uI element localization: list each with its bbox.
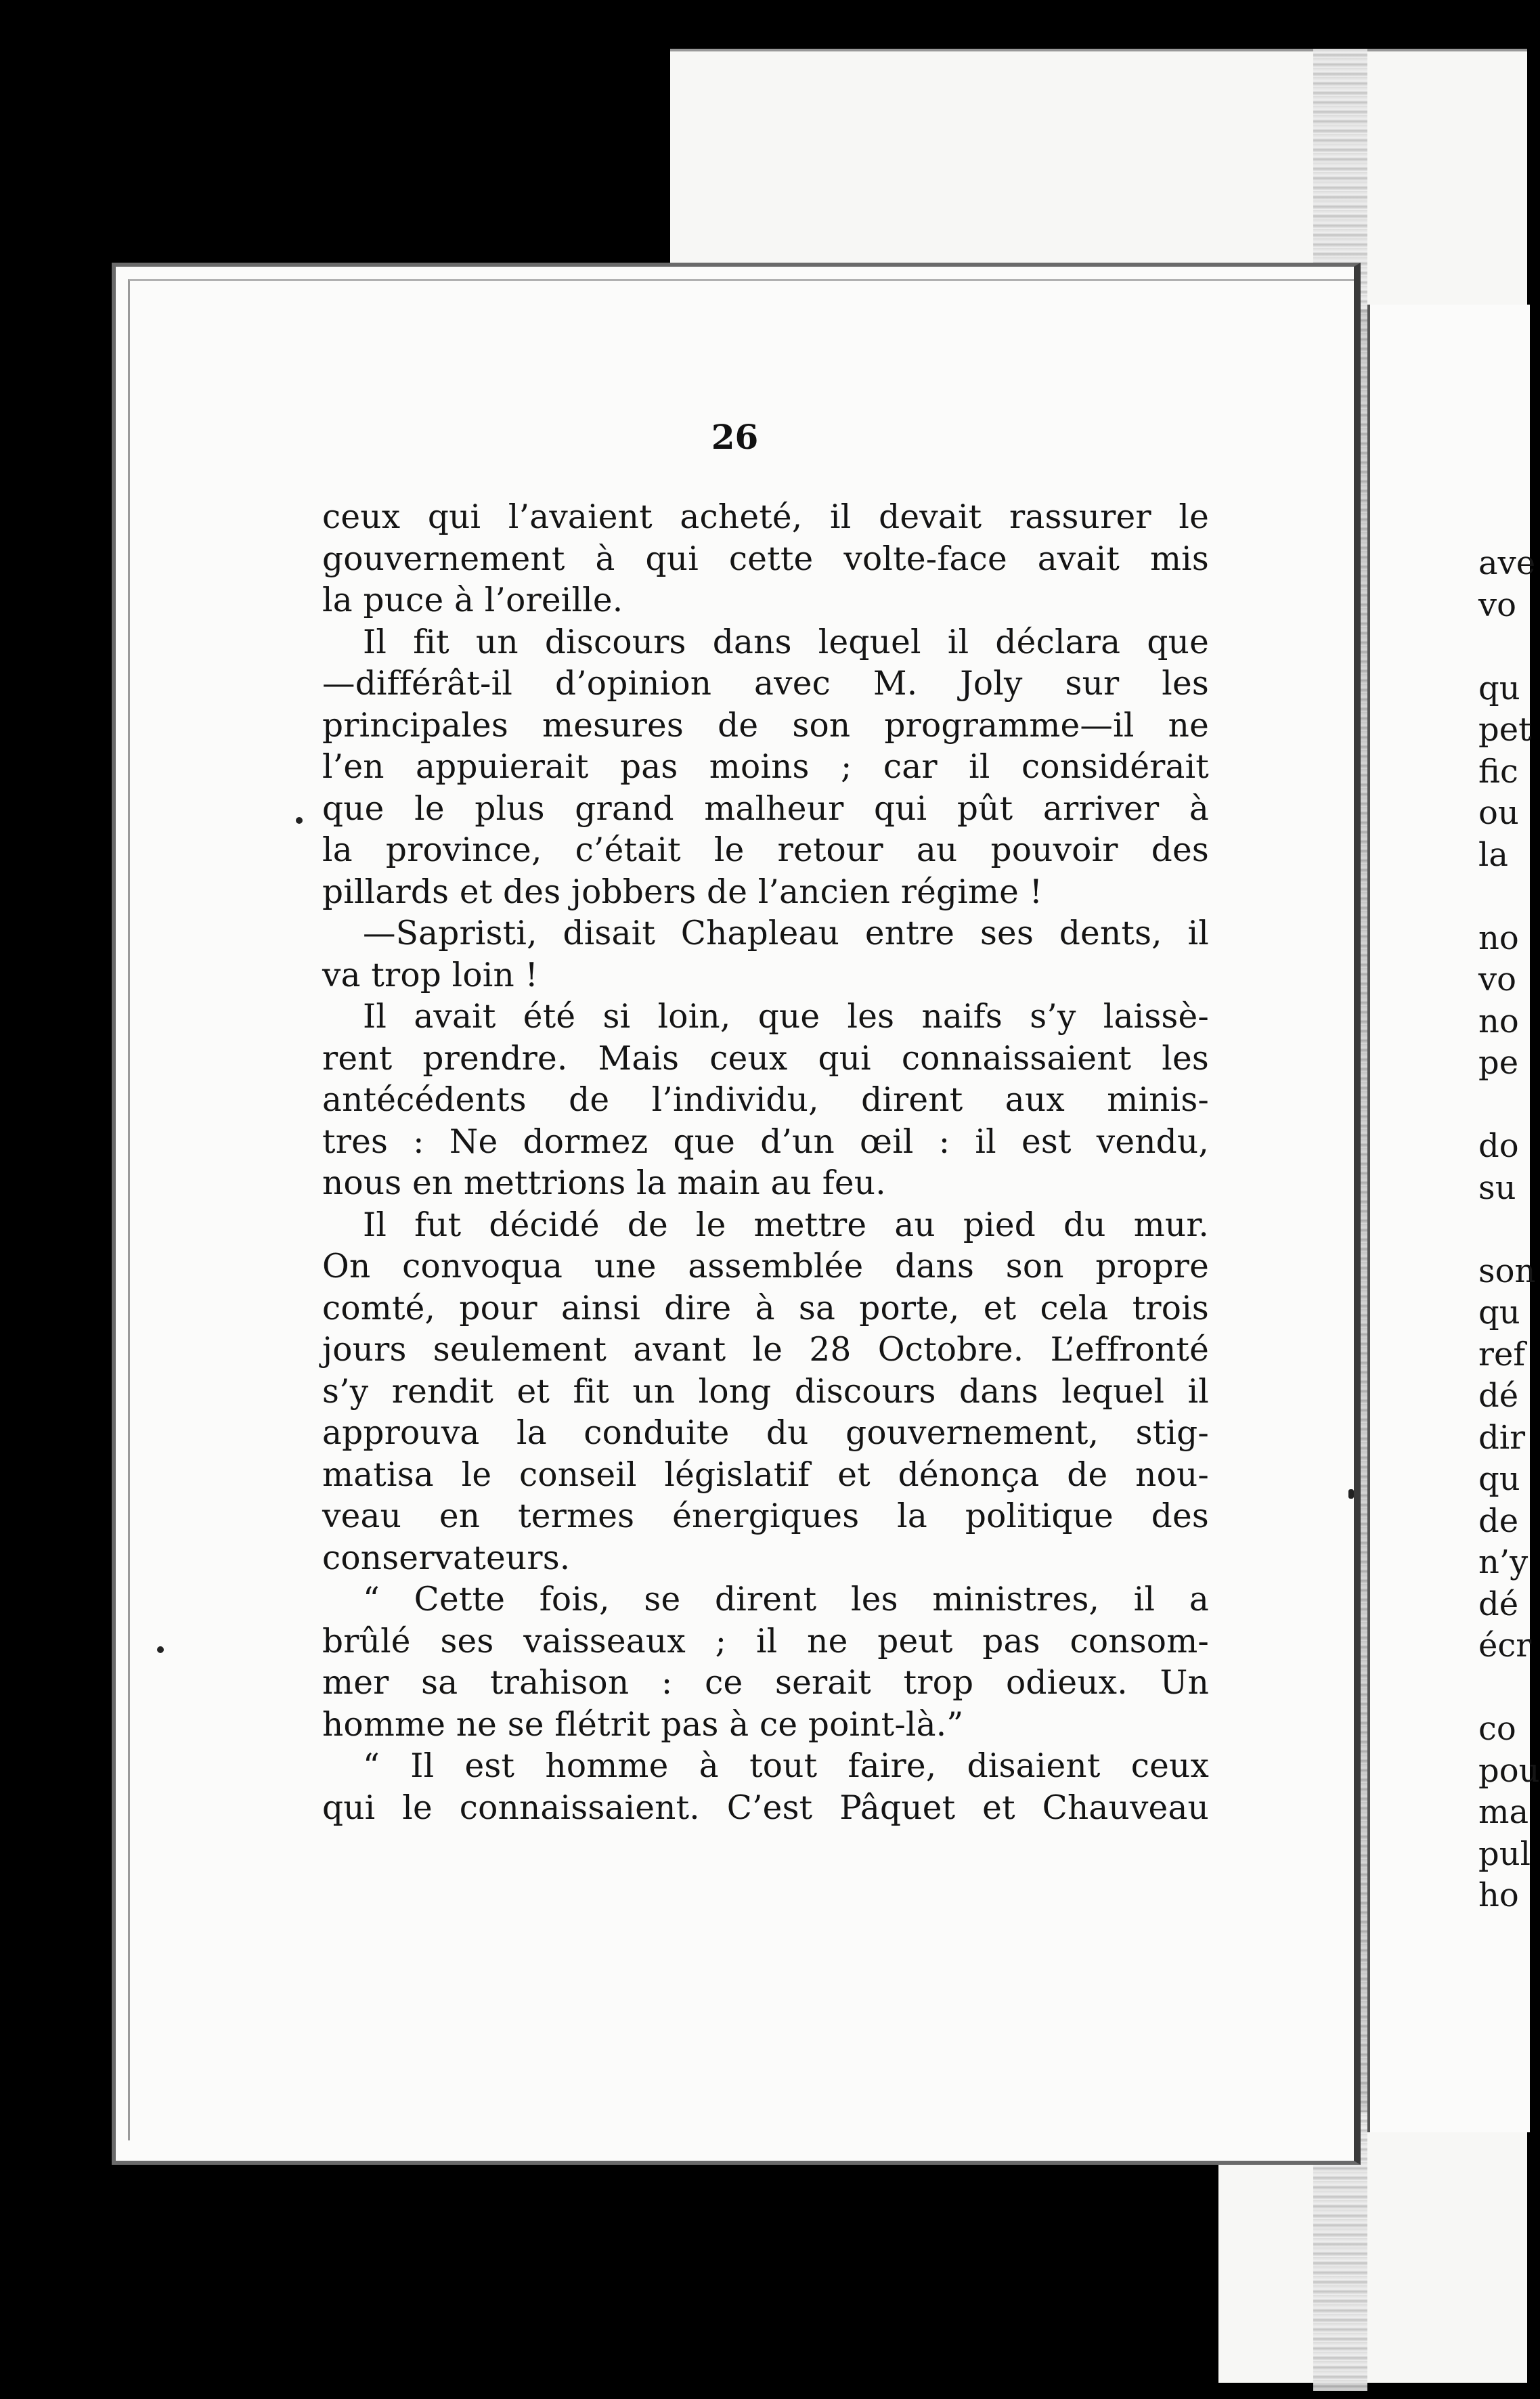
fragment-line: dé <box>1478 1377 1519 1415</box>
fragment-line <box>1478 1084 1540 1126</box>
text-line: Il avait été si loin, que les naifs s’y laissè- <box>363 998 1209 1036</box>
fragment-line: su <box>1478 1168 1516 1207</box>
text-line: nous en mettrions la main au feu. <box>322 1164 886 1202</box>
text-line: jours seulement avant le 28 Octobre. L’effronté <box>322 1331 1209 1369</box>
text-line: —Sapristi, disait Chapleau entre ses dents, il <box>363 915 1209 952</box>
text-line: qui le connaissaient. C’est Pâquet et Chauveau <box>322 1788 1209 1827</box>
fragment-line: pou <box>1478 1751 1540 1790</box>
fragment-line: vo <box>1478 586 1517 624</box>
text-line: matisa le conseil législatif et dénonça de nou- <box>322 1455 1209 1494</box>
text-line: homme ne se flétrit pas à ce point-là.” <box>322 1705 964 1744</box>
fragment-line: ma <box>1478 1793 1529 1831</box>
fragment-line: de <box>1478 1501 1519 1540</box>
fragment-line: ave <box>1478 544 1536 582</box>
text-line: principales mesures de son programme—il ne <box>322 706 1209 745</box>
text-line: Il fut décidé de le mettre au pied du mur. <box>363 1206 1209 1244</box>
text-line: s’y rendit et fit un long discours dans lequel il <box>322 1372 1209 1411</box>
text-line: conservateurs. <box>322 1539 571 1577</box>
text-line: que le plus grand malheur qui pût arriver à <box>322 789 1209 828</box>
text-line: “ Il est homme à tout faire, disaient ceux <box>363 1747 1209 1785</box>
fragment-line <box>1478 1667 1540 1709</box>
fragment-line: qu <box>1478 669 1520 707</box>
right-page-text <box>1478 543 1540 1917</box>
right-page-fragment <box>1367 305 1540 2132</box>
fragment-line: ref <box>1478 1335 1526 1373</box>
text-line: gouvernement à qui cette volte-face avait mis <box>322 540 1209 578</box>
fragment-line <box>1478 626 1540 668</box>
fragment-line: dir <box>1478 1418 1526 1457</box>
text-line: l’en appuierait pas moins ; car il considérait <box>322 748 1209 786</box>
fragment-line: co <box>1478 1710 1516 1748</box>
text-line: rent prendre. Mais ceux qui connaissaient les <box>322 1039 1209 1078</box>
text-line: va trop loin ! <box>322 956 539 994</box>
fragment-line: qu <box>1478 1294 1520 1331</box>
left-page <box>112 263 1361 2165</box>
stray-mark-dot <box>296 817 303 824</box>
text-line: ceux qui l’avaient acheté, il devait rassurer le <box>322 498 1209 536</box>
fragment-line: do <box>1478 1127 1519 1165</box>
stray-mark-dot <box>157 1646 164 1653</box>
stray-mark-dot <box>1348 1489 1354 1499</box>
fragment-line: pul <box>1478 1834 1531 1873</box>
fragment-line: ou <box>1478 794 1519 832</box>
fragment-line: pet <box>1478 711 1532 749</box>
page-number: 26 <box>711 417 759 457</box>
fragment-line: la <box>1478 835 1508 874</box>
fragment-line: no <box>1478 1002 1519 1040</box>
body-text <box>322 497 1209 1829</box>
fragment-line: ho <box>1478 1876 1519 1914</box>
fragment-line: écr <box>1478 1627 1532 1665</box>
text-line: tres : Ne dormez que d’un œil : il est vendu, <box>322 1122 1209 1161</box>
text-line: antécédents de l’individu, dirent aux minis- <box>322 1081 1209 1119</box>
fragment-line: no <box>1478 919 1519 957</box>
text-line: —différât-il d’opinion avec M. Joly sur les <box>322 665 1209 703</box>
text-line: la province, c’était le retour au pouvoir des <box>322 831 1209 869</box>
text-line: Il fit un discours dans lequel il déclara que <box>363 623 1209 661</box>
fragment-line: qu <box>1478 1460 1520 1498</box>
text-line: On convoqua une assemblée dans son propre <box>322 1248 1209 1285</box>
fragment-line: fic <box>1478 752 1518 791</box>
text-line: approuva la conduite du gouvernement, stig- <box>322 1414 1209 1452</box>
text-line: pillards et des jobbers de l’ancien régime ! <box>322 873 1043 911</box>
text-line: mer sa trahison : ce serait trop odieux. Un <box>322 1664 1209 1702</box>
fragment-line: n’y <box>1478 1543 1528 1581</box>
text-line: “ Cette fois, se dirent les ministres, il a <box>363 1581 1209 1619</box>
fragment-line: dé <box>1478 1585 1519 1623</box>
fragment-line <box>1478 876 1540 918</box>
fragment-line: vo <box>1478 961 1517 998</box>
text-line: brûlé ses vaisseaux ; il ne peut pas consom- <box>322 1622 1209 1660</box>
text-line: la puce à l’oreille. <box>322 581 623 619</box>
fragment-line <box>1478 1209 1540 1251</box>
fragment-line: son <box>1478 1252 1536 1290</box>
text-line: veau en termes énergiques la politique des <box>322 1497 1209 1535</box>
text-line: comté, pour ainsi dire à sa porte, et cela trois <box>322 1289 1209 1327</box>
fragment-line: pe <box>1478 1044 1519 1082</box>
